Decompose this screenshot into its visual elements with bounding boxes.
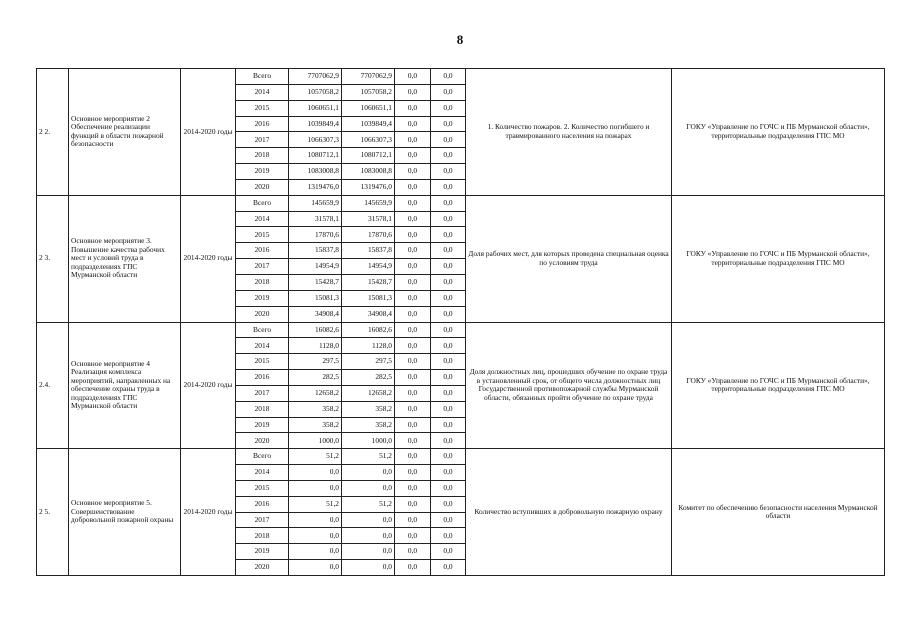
indicator-cell: Доля рабочих мест, для которых проведена специальная оценка по условиям труда	[466, 195, 672, 322]
regional-funding-cell: 358,2	[342, 401, 395, 417]
activity-number: 2 3.	[37, 195, 69, 322]
regional-funding-cell: 145659,9	[342, 195, 395, 211]
other-funding-cell: 0,0	[431, 512, 466, 528]
other-funding-cell: 0,0	[431, 385, 466, 401]
regional-funding-cell: 15837,8	[342, 243, 395, 259]
year-cell: 2020	[236, 560, 289, 576]
total-funding-cell: 1319476,0	[289, 179, 342, 195]
program-activities-table	[36, 68, 885, 576]
total-funding-cell: 31578,1	[289, 211, 342, 227]
regional-funding-cell: 12658,2	[342, 385, 395, 401]
executor-cell: ГОКУ «Управление по ГОЧС и ПБ Мурманской области», территориальные подразделения ГПС МО	[672, 322, 885, 449]
federal-funding-cell: 0,0	[395, 306, 431, 322]
activity-name: Основное мероприятие 5. Совершенствование добровольной пожарной охраны	[69, 449, 181, 576]
other-funding-cell: 0,0	[431, 179, 466, 195]
year-cell: Всего	[236, 322, 289, 338]
regional-funding-cell: 14954,9	[342, 259, 395, 275]
other-funding-cell: 0,0	[431, 480, 466, 496]
other-funding-cell: 0,0	[431, 259, 466, 275]
activity-number: 2 5.	[37, 449, 69, 576]
total-funding-cell: 0,0	[289, 544, 342, 560]
year-cell: 2017	[236, 259, 289, 275]
year-cell: 2019	[236, 544, 289, 560]
total-funding-cell: 1000,0	[289, 433, 342, 449]
regional-funding-cell: 16082,6	[342, 322, 395, 338]
other-funding-cell: 0,0	[431, 132, 466, 148]
total-funding-cell: 0,0	[289, 480, 342, 496]
year-cell: 2015	[236, 227, 289, 243]
indicator-cell: Доля должностных лиц, прошедших обучение по охране труда в установленный срок, от общего числа должностных лиц Государственной противопожарной службы Мурманской области, обязанных пройти обучение по охране труда	[466, 322, 672, 449]
federal-funding-cell: 0,0	[395, 528, 431, 544]
year-cell: Всего	[236, 195, 289, 211]
total-funding-cell: 14954,9	[289, 259, 342, 275]
executor-cell: ГОКУ «Управление по ГОЧС и ПБ Мурманской области», территориальные подразделения ГПС МО	[672, 195, 885, 322]
regional-funding-cell: 0,0	[342, 480, 395, 496]
regional-funding-cell: 51,2	[342, 449, 395, 465]
total-funding-cell: 0,0	[289, 465, 342, 481]
regional-funding-cell: 34908,4	[342, 306, 395, 322]
federal-funding-cell: 0,0	[395, 211, 431, 227]
total-funding-cell: 1083008,8	[289, 164, 342, 180]
other-funding-cell: 0,0	[431, 370, 466, 386]
indicator-cell: 1. Количество пожаров. 2. Количество погибшего и травмированного населения на пожарах	[466, 69, 672, 196]
year-cell: 2019	[236, 417, 289, 433]
federal-funding-cell: 0,0	[395, 370, 431, 386]
other-funding-cell: 0,0	[431, 164, 466, 180]
regional-funding-cell: 1083008,8	[342, 164, 395, 180]
other-funding-cell: 0,0	[431, 243, 466, 259]
year-cell: 2020	[236, 179, 289, 195]
federal-funding-cell: 0,0	[395, 449, 431, 465]
year-cell: 2017	[236, 512, 289, 528]
total-funding-cell: 34908,4	[289, 306, 342, 322]
total-funding-cell: 1128,0	[289, 338, 342, 354]
other-funding-cell: 0,0	[431, 465, 466, 481]
regional-funding-cell: 31578,1	[342, 211, 395, 227]
total-funding-cell: 1066307,3	[289, 132, 342, 148]
regional-funding-cell: 0,0	[342, 512, 395, 528]
other-funding-cell: 0,0	[431, 84, 466, 100]
federal-funding-cell: 0,0	[395, 322, 431, 338]
total-funding-cell: 16082,6	[289, 322, 342, 338]
year-cell: 2014	[236, 338, 289, 354]
federal-funding-cell: 0,0	[395, 227, 431, 243]
other-funding-cell: 0,0	[431, 148, 466, 164]
federal-funding-cell: 0,0	[395, 560, 431, 576]
total-funding-cell: 1060651,1	[289, 100, 342, 116]
other-funding-cell: 0,0	[431, 544, 466, 560]
other-funding-cell: 0,0	[431, 290, 466, 306]
federal-funding-cell: 0,0	[395, 259, 431, 275]
regional-funding-cell: 51,2	[342, 496, 395, 512]
activity-number: 2.4.	[37, 322, 69, 449]
other-funding-cell: 0,0	[431, 354, 466, 370]
total-funding-cell: 15081,3	[289, 290, 342, 306]
year-cell: 2018	[236, 401, 289, 417]
year-cell: 2015	[236, 100, 289, 116]
year-cell: 2017	[236, 385, 289, 401]
activity-period: 2014-2020 годы	[181, 322, 236, 449]
regional-funding-cell: 0,0	[342, 465, 395, 481]
activity-period: 2014-2020 годы	[181, 449, 236, 576]
other-funding-cell: 0,0	[431, 417, 466, 433]
other-funding-cell: 0,0	[431, 449, 466, 465]
federal-funding-cell: 0,0	[395, 84, 431, 100]
federal-funding-cell: 0,0	[395, 179, 431, 195]
federal-funding-cell: 0,0	[395, 433, 431, 449]
other-funding-cell: 0,0	[431, 306, 466, 322]
total-funding-cell: 0,0	[289, 560, 342, 576]
regional-funding-cell: 1128,0	[342, 338, 395, 354]
year-cell: 2016	[236, 243, 289, 259]
federal-funding-cell: 0,0	[395, 512, 431, 528]
activity-period: 2014-2020 годы	[181, 69, 236, 196]
year-cell: 2018	[236, 528, 289, 544]
total-funding-cell: 0,0	[289, 512, 342, 528]
year-cell: 2015	[236, 480, 289, 496]
federal-funding-cell: 0,0	[395, 274, 431, 290]
total-funding-cell: 297,5	[289, 354, 342, 370]
regional-funding-cell: 1066307,3	[342, 132, 395, 148]
regional-funding-cell: 17870,6	[342, 227, 395, 243]
year-cell: 2016	[236, 370, 289, 386]
total-funding-cell: 282,5	[289, 370, 342, 386]
year-cell: 2014	[236, 465, 289, 481]
federal-funding-cell: 0,0	[395, 385, 431, 401]
other-funding-cell: 0,0	[431, 100, 466, 116]
regional-funding-cell: 282,5	[342, 370, 395, 386]
executor-cell: Комитет по обеспечению безопасности населения Мурманской области	[672, 449, 885, 576]
year-cell: 2016	[236, 116, 289, 132]
federal-funding-cell: 0,0	[395, 338, 431, 354]
other-funding-cell: 0,0	[431, 322, 466, 338]
total-funding-cell: 358,2	[289, 417, 342, 433]
federal-funding-cell: 0,0	[395, 243, 431, 259]
regional-funding-cell: 15081,3	[342, 290, 395, 306]
total-funding-cell: 51,2	[289, 449, 342, 465]
year-cell: 2016	[236, 496, 289, 512]
other-funding-cell: 0,0	[431, 69, 466, 85]
total-funding-cell: 358,2	[289, 401, 342, 417]
regional-funding-cell: 1080712,1	[342, 148, 395, 164]
total-funding-cell: 15837,8	[289, 243, 342, 259]
federal-funding-cell: 0,0	[395, 148, 431, 164]
total-funding-cell: 0,0	[289, 528, 342, 544]
other-funding-cell: 0,0	[431, 496, 466, 512]
total-funding-cell: 1039849,4	[289, 116, 342, 132]
federal-funding-cell: 0,0	[395, 354, 431, 370]
regional-funding-cell: 0,0	[342, 560, 395, 576]
federal-funding-cell: 0,0	[395, 417, 431, 433]
regional-funding-cell: 1039849,4	[342, 116, 395, 132]
total-funding-cell: 12658,2	[289, 385, 342, 401]
table-body	[37, 69, 885, 576]
table-row	[37, 322, 885, 338]
federal-funding-cell: 0,0	[395, 465, 431, 481]
activity-name: Основное мероприятие 2 Обеспечение реализации функций в области пожарной безопасности	[69, 69, 181, 196]
other-funding-cell: 0,0	[431, 195, 466, 211]
regional-funding-cell: 1319476,0	[342, 179, 395, 195]
federal-funding-cell: 0,0	[395, 496, 431, 512]
regional-funding-cell: 7707062,9	[342, 69, 395, 85]
indicator-cell: Количество вступивших в добровольную пожарную охрану	[466, 449, 672, 576]
year-cell: 2018	[236, 148, 289, 164]
total-funding-cell: 51,2	[289, 496, 342, 512]
year-cell: 2018	[236, 274, 289, 290]
federal-funding-cell: 0,0	[395, 480, 431, 496]
federal-funding-cell: 0,0	[395, 100, 431, 116]
federal-funding-cell: 0,0	[395, 544, 431, 560]
other-funding-cell: 0,0	[431, 274, 466, 290]
federal-funding-cell: 0,0	[395, 164, 431, 180]
year-cell: 2017	[236, 132, 289, 148]
executor-cell: ГОКУ «Управление по ГОЧС и ПБ Мурманской области», территориальные подразделения ГПС МО	[672, 69, 885, 196]
other-funding-cell: 0,0	[431, 433, 466, 449]
regional-funding-cell: 0,0	[342, 544, 395, 560]
year-cell: 2019	[236, 164, 289, 180]
federal-funding-cell: 0,0	[395, 132, 431, 148]
other-funding-cell: 0,0	[431, 338, 466, 354]
year-cell: 2014	[236, 211, 289, 227]
federal-funding-cell: 0,0	[395, 69, 431, 85]
federal-funding-cell: 0,0	[395, 290, 431, 306]
activity-name: Основное мероприятие 4 Реализация комплекса мероприятий, направленных на обеспечение охраны труда в подразделениях ГПС Мурманской области	[69, 322, 181, 449]
federal-funding-cell: 0,0	[395, 195, 431, 211]
total-funding-cell: 1080712,1	[289, 148, 342, 164]
year-cell: 2015	[236, 354, 289, 370]
other-funding-cell: 0,0	[431, 401, 466, 417]
year-cell: 2014	[236, 84, 289, 100]
activity-name: Основное мероприятие 3. Повышение качества рабочих мест и условий труда в подразделениях ГПС Мурманской области	[69, 195, 181, 322]
regional-funding-cell: 0,0	[342, 528, 395, 544]
page-number: 8	[456, 32, 464, 47]
table-row	[37, 449, 885, 465]
other-funding-cell: 0,0	[431, 560, 466, 576]
other-funding-cell: 0,0	[431, 227, 466, 243]
regional-funding-cell: 358,2	[342, 417, 395, 433]
federal-funding-cell: 0,0	[395, 401, 431, 417]
regional-funding-cell: 15428,7	[342, 274, 395, 290]
activity-period: 2014-2020 годы	[181, 195, 236, 322]
table-row	[37, 69, 885, 85]
year-cell: Всего	[236, 69, 289, 85]
regional-funding-cell: 1060651,1	[342, 100, 395, 116]
total-funding-cell: 17870,6	[289, 227, 342, 243]
regional-funding-cell: 297,5	[342, 354, 395, 370]
other-funding-cell: 0,0	[431, 528, 466, 544]
year-cell: Всего	[236, 449, 289, 465]
other-funding-cell: 0,0	[431, 116, 466, 132]
year-cell: 2020	[236, 433, 289, 449]
activity-number: 2 2.	[37, 69, 69, 196]
year-cell: 2020	[236, 306, 289, 322]
table-row	[37, 195, 885, 211]
total-funding-cell: 15428,7	[289, 274, 342, 290]
regional-funding-cell: 1000,0	[342, 433, 395, 449]
regional-funding-cell: 1057058,2	[342, 84, 395, 100]
other-funding-cell: 0,0	[431, 211, 466, 227]
year-cell: 2019	[236, 290, 289, 306]
federal-funding-cell: 0,0	[395, 116, 431, 132]
total-funding-cell: 1057058,2	[289, 84, 342, 100]
total-funding-cell: 145659,9	[289, 195, 342, 211]
total-funding-cell: 7707062,9	[289, 69, 342, 85]
